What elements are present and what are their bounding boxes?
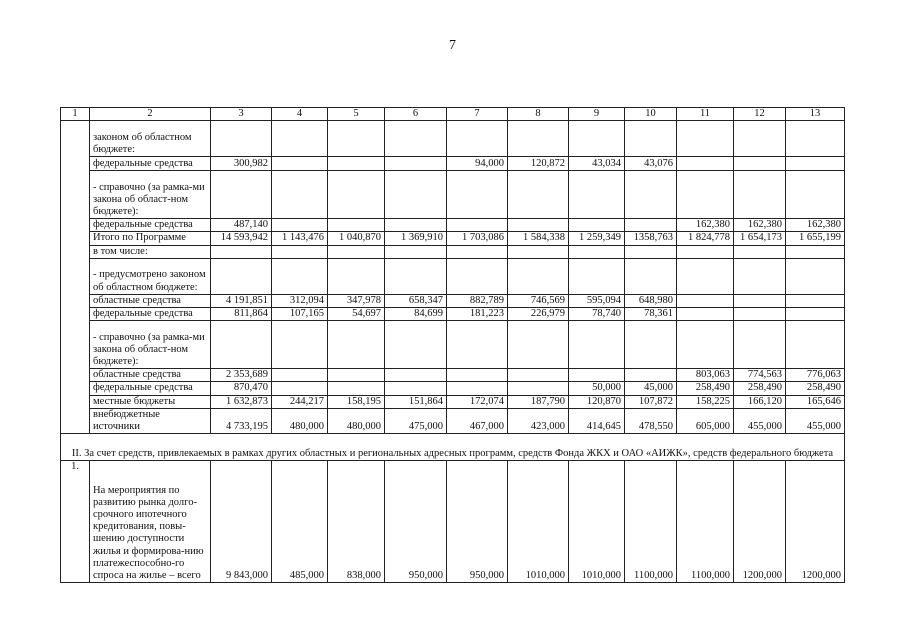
value-cell [625,121,677,157]
value-cell: 120,870 [569,395,625,408]
row-label: федеральные средства [90,157,211,171]
row-label: в том числе: [90,245,211,258]
value-cell: 107,165 [272,308,328,321]
value-cell [677,121,734,157]
value-cell: 1358,763 [625,232,677,245]
value-cell: 870,470 [211,382,272,395]
value-cell: 94,000 [447,157,508,171]
item-value-cell: 1100,000 [625,461,677,583]
value-cell: 165,646 [786,395,845,408]
value-cell: 1 040,870 [328,232,385,245]
column-header: 11 [677,108,734,121]
value-cell [677,245,734,258]
value-cell: 166,120 [734,395,786,408]
table-row [61,157,845,171]
value-cell [734,157,786,171]
item-value-cell: 950,000 [385,461,447,583]
value-cell [272,369,328,382]
value-cell: 300,982 [211,157,272,171]
value-cell [211,258,272,294]
column-header: 4 [272,108,328,121]
item-row [61,461,845,583]
value-cell: 455,000 [734,408,786,433]
value-cell: 347,978 [328,294,385,307]
budget-table [60,107,845,583]
value-cell [734,258,786,294]
value-cell [385,171,447,219]
value-cell [385,121,447,157]
value-cell [272,171,328,219]
table-row [61,321,845,369]
table-row [61,121,845,157]
value-cell [569,321,625,369]
column-header: 3 [211,108,272,121]
value-cell [447,245,508,258]
value-cell [385,219,447,232]
value-cell: 107,872 [625,395,677,408]
value-cell [447,369,508,382]
value-cell [385,369,447,382]
item-value-cell: 838,000 [328,461,385,583]
row-label: федеральные средства [90,382,211,395]
column-header: 8 [508,108,569,121]
value-cell: 475,000 [385,408,447,433]
value-cell: 803,063 [677,369,734,382]
row-label: - справочно (за рамка-ми закона об област-ном бюджете): [90,321,211,369]
value-cell: 226,979 [508,308,569,321]
value-cell [211,321,272,369]
value-cell [508,245,569,258]
value-cell: 2 353,689 [211,369,272,382]
value-cell [447,258,508,294]
value-cell: 414,645 [569,408,625,433]
item-value-cell: 1010,000 [508,461,569,583]
value-cell: 187,790 [508,395,569,408]
row-label: местные бюджеты [90,395,211,408]
value-cell [447,121,508,157]
value-cell [328,171,385,219]
value-cell: 1 824,778 [677,232,734,245]
value-cell [447,219,508,232]
value-cell [272,245,328,258]
value-cell [734,294,786,307]
value-cell: 455,000 [786,408,845,433]
value-cell: 84,699 [385,308,447,321]
section-title: II. За счет средств, привлекаемых в рамках других областных и региональных адресных программ, средств Фонда ЖКХ и ОАО «АИЖК», средств федерального бюджета [61,434,845,461]
value-cell [625,258,677,294]
column-header: 5 [328,108,385,121]
value-cell [786,121,845,157]
value-cell [569,245,625,258]
value-cell: 423,000 [508,408,569,433]
value-cell: 478,550 [625,408,677,433]
column-header: 2 [90,108,211,121]
value-cell [272,157,328,171]
value-cell: 162,380 [734,219,786,232]
value-cell [385,245,447,258]
row-index-cell [61,121,90,434]
value-cell: 776,063 [786,369,845,382]
column-header: 13 [786,108,845,121]
value-cell [272,121,328,157]
value-cell: 4 191,851 [211,294,272,307]
value-cell [786,245,845,258]
value-cell: 54,697 [328,308,385,321]
value-cell [385,258,447,294]
value-cell [786,294,845,307]
table-row [61,408,845,433]
column-header: 1 [61,108,90,121]
value-cell: 181,223 [447,308,508,321]
value-cell: 162,380 [786,219,845,232]
value-cell: 158,195 [328,395,385,408]
value-cell [272,321,328,369]
value-cell: 312,094 [272,294,328,307]
value-cell: 1 655,199 [786,232,845,245]
value-cell [569,171,625,219]
value-cell [328,369,385,382]
value-cell: 1 584,338 [508,232,569,245]
value-cell: 258,490 [677,382,734,395]
value-cell [508,121,569,157]
value-cell [677,321,734,369]
value-cell [569,219,625,232]
row-label: федеральные средства [90,308,211,321]
table-row [61,369,845,382]
value-cell: 151,864 [385,395,447,408]
row-label: - справочно (за рамка-ми закона об област-ном бюджете): [90,171,211,219]
value-cell: 244,217 [272,395,328,408]
value-cell: 1 143,476 [272,232,328,245]
value-cell: 811,864 [211,308,272,321]
value-cell [272,382,328,395]
value-cell: 648,980 [625,294,677,307]
table-row [61,294,845,307]
value-cell [328,382,385,395]
value-cell [328,258,385,294]
value-cell [211,171,272,219]
value-cell: 120,872 [508,157,569,171]
value-cell: 605,000 [677,408,734,433]
value-cell [677,258,734,294]
value-cell [734,321,786,369]
value-cell: 1 654,173 [734,232,786,245]
value-cell [786,308,845,321]
value-cell [625,369,677,382]
table-row [61,308,845,321]
table-row [61,219,845,232]
section-row [61,434,845,461]
value-cell: 480,000 [272,408,328,433]
value-cell [569,121,625,157]
value-cell [734,245,786,258]
value-cell: 43,034 [569,157,625,171]
value-cell: 43,076 [625,157,677,171]
column-header: 9 [569,108,625,121]
row-label: Итого по Программе [90,232,211,245]
value-cell [385,321,447,369]
value-cell [786,321,845,369]
value-cell [328,157,385,171]
value-cell [677,294,734,307]
value-cell: 258,490 [786,382,845,395]
value-cell: 487,140 [211,219,272,232]
value-cell: 50,000 [569,382,625,395]
page-number: 7 [449,38,456,53]
value-cell [508,171,569,219]
value-cell: 467,000 [447,408,508,433]
value-cell [508,321,569,369]
item-label: На мероприятия по развитию рынка долго-срочного ипотечного кредитования, повы-шению доступности жилья и формирова-нию платежеспособно-го спроса на жилье – всего [90,461,211,583]
value-cell [677,308,734,321]
value-cell [328,321,385,369]
value-cell [569,369,625,382]
header-row [61,108,845,121]
value-cell [272,219,328,232]
value-cell: 595,094 [569,294,625,307]
value-cell: 14 593,942 [211,232,272,245]
table-row [61,258,845,294]
item-value-cell: 9 843,000 [211,461,272,583]
table-row [61,395,845,408]
value-cell: 162,380 [677,219,734,232]
value-cell [625,245,677,258]
value-cell [328,245,385,258]
value-cell: 774,563 [734,369,786,382]
value-cell: 258,490 [734,382,786,395]
value-cell [508,369,569,382]
value-cell [385,157,447,171]
item-value-cell: 1200,000 [734,461,786,583]
value-cell: 882,789 [447,294,508,307]
value-cell [734,308,786,321]
value-cell [385,382,447,395]
value-cell [508,258,569,294]
item-value-cell: 1200,000 [786,461,845,583]
value-cell [734,121,786,157]
row-label: федеральные средства [90,219,211,232]
value-cell [211,121,272,157]
column-header: 10 [625,108,677,121]
value-cell [677,171,734,219]
row-label: областные средства [90,294,211,307]
item-value-cell: 1010,000 [569,461,625,583]
value-cell: 658,347 [385,294,447,307]
value-cell: 158,225 [677,395,734,408]
value-cell [786,171,845,219]
value-cell: 45,000 [625,382,677,395]
item-value-cell: 485,000 [272,461,328,583]
value-cell [734,171,786,219]
table-row [61,232,845,245]
value-cell [272,258,328,294]
value-cell [328,121,385,157]
value-cell [447,382,508,395]
value-cell [625,321,677,369]
value-cell [625,171,677,219]
value-cell: 78,740 [569,308,625,321]
table-row [61,245,845,258]
value-cell: 4 733,195 [211,408,272,433]
item-index: 1. [61,461,90,583]
column-header: 12 [734,108,786,121]
value-cell [447,321,508,369]
column-header: 7 [447,108,508,121]
value-cell: 1 632,873 [211,395,272,408]
value-cell [508,382,569,395]
value-cell: 1 703,086 [447,232,508,245]
table-row [61,382,845,395]
row-label: областные средства [90,369,211,382]
row-label: - предусмотрено законом об областном бюджете: [90,258,211,294]
value-cell: 1 369,910 [385,232,447,245]
value-cell [508,219,569,232]
value-cell: 480,000 [328,408,385,433]
column-header: 6 [385,108,447,121]
table-row [61,171,845,219]
value-cell [625,219,677,232]
value-cell [211,245,272,258]
value-cell [328,219,385,232]
value-cell [569,258,625,294]
value-cell [786,258,845,294]
value-cell [677,157,734,171]
item-value-cell: 950,000 [447,461,508,583]
value-cell [786,157,845,171]
value-cell: 746,569 [508,294,569,307]
value-cell: 1 259,349 [569,232,625,245]
value-cell: 78,361 [625,308,677,321]
value-cell: 172,074 [447,395,508,408]
row-label: внебюджетные источники [90,408,211,433]
item-value-cell: 1100,000 [677,461,734,583]
row-label: законом об областном бюджете: [90,121,211,157]
value-cell [447,171,508,219]
